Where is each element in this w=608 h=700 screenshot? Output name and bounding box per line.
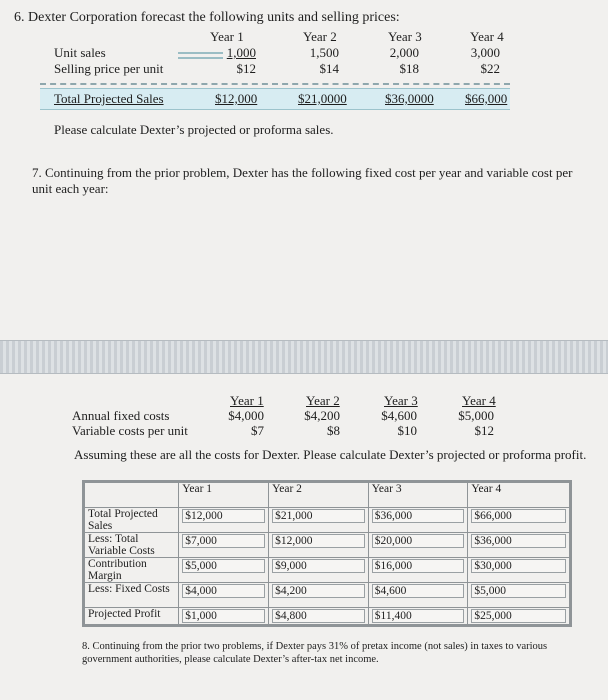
selling-price-label: Selling price per unit <box>54 61 164 76</box>
total-y2: $21,0000 <box>298 91 347 106</box>
unit-sales-y4: 3,000 <box>470 45 500 60</box>
table-cell[interactable]: $4,200 <box>272 584 365 598</box>
table-cell[interactable]: $20,000 <box>372 534 465 548</box>
table-row <box>84 558 571 583</box>
row-label: Less: Total Variable Costs <box>84 533 179 558</box>
teal-line <box>178 52 223 54</box>
q8-text: 8. Continuing from the prior two problems, if Dexter pays 31% of pretax income (not sales) in taxes to various government authorities, please calculate Dexter’s after-tax net income. <box>82 641 548 665</box>
q6-instruction: Please calculate Dexter’s projected or proforma sales. <box>54 122 334 137</box>
striped-separator <box>0 340 608 374</box>
q7-instruction: Assuming these are all the costs for Dexter. Please calculate Dexter’s projected or proforma profit. <box>74 447 587 462</box>
variable-y3: $10 <box>397 423 417 438</box>
q7-title: 7. Continuing from the prior problem, Dexter has the following fixed cost per year and variable cost per unit each year: <box>32 165 573 196</box>
fixed-y3: $4,600 <box>381 408 417 423</box>
table-year-header: Year 3 <box>368 482 468 508</box>
table-cell[interactable]: $1,000 <box>182 609 265 623</box>
total-y4: $66,000 <box>465 91 508 106</box>
total-y3: $36,0000 <box>385 91 434 106</box>
table-cell[interactable]: $66,000 <box>471 509 566 523</box>
table-cell[interactable]: $36,000 <box>372 509 465 523</box>
table-year-header: Year 4 <box>468 482 571 508</box>
unit-sales-label: Unit sales <box>54 45 106 60</box>
q6-title: 6. Dexter Corporation forecast the following units and selling prices: <box>14 10 400 25</box>
table-year-header: Year 1 <box>179 482 269 508</box>
profit-table <box>82 480 572 627</box>
dashed-divider <box>40 83 510 85</box>
q7-year1-header: Year 1 <box>230 393 264 408</box>
table-cell[interactable]: $21,000 <box>272 509 365 523</box>
table-cell[interactable]: $11,400 <box>372 609 465 623</box>
table-cell[interactable]: $30,000 <box>471 559 566 573</box>
table-cell[interactable]: $36,000 <box>471 534 566 548</box>
variable-y1: $7 <box>251 423 264 438</box>
table-cell[interactable]: $4,000 <box>182 584 265 598</box>
row-label: Contribution Margin <box>84 558 179 583</box>
variable-costs-label: Variable costs per unit <box>72 423 188 438</box>
q6-year4-header: Year 4 <box>470 29 504 44</box>
unit-sales-y1: 1,000 <box>226 45 256 60</box>
table-cell[interactable]: $4,600 <box>372 584 465 598</box>
q6-year2-header: Year 2 <box>303 29 337 44</box>
table-cell[interactable]: $5,000 <box>182 559 265 573</box>
unit-sales-y2: 1,500 <box>309 45 339 60</box>
q7-year2-header: Year 2 <box>306 393 340 408</box>
unit-sales-y3: 2,000 <box>389 45 419 60</box>
row-label: Projected Profit <box>84 608 179 626</box>
fixed-y1: $4,000 <box>228 408 264 423</box>
price-y4: $22 <box>480 61 500 76</box>
q6-year1-header: Year 1 <box>210 29 244 44</box>
table-cell[interactable]: $7,000 <box>182 534 265 548</box>
table-cell[interactable]: $9,000 <box>272 559 365 573</box>
fixed-y4: $5,000 <box>458 408 494 423</box>
table-year-header: Year 2 <box>269 482 369 508</box>
table-row <box>84 583 571 608</box>
price-y2: $14 <box>319 61 339 76</box>
q6-year3-header: Year 3 <box>388 29 422 44</box>
q7-year3-header: Year 3 <box>384 393 418 408</box>
table-row <box>84 533 571 558</box>
teal-line <box>178 57 223 59</box>
variable-y4: $12 <box>474 423 494 438</box>
price-y1: $12 <box>236 61 256 76</box>
table-header-row <box>84 482 571 508</box>
table-cell[interactable]: $12,000 <box>272 534 365 548</box>
row-label: Total Projected Sales <box>84 508 179 533</box>
total-sales-label: Total Projected Sales <box>54 91 164 106</box>
table-cell[interactable]: $16,000 <box>372 559 465 573</box>
fixed-y2: $4,200 <box>304 408 340 423</box>
fixed-costs-label: Annual fixed costs <box>72 408 170 423</box>
table-cell[interactable]: $25,000 <box>471 609 566 623</box>
price-y3: $18 <box>399 61 419 76</box>
table-cell[interactable]: $4,800 <box>272 609 365 623</box>
table-row <box>84 508 571 533</box>
total-y1: $12,000 <box>215 91 258 106</box>
row-label: Less: Fixed Costs <box>84 583 179 608</box>
table-cell[interactable]: $5,000 <box>471 584 566 598</box>
variable-y2: $8 <box>327 423 340 438</box>
table-cell[interactable]: $12,000 <box>182 509 265 523</box>
header-blank-cell <box>84 482 179 508</box>
q7-year4-header: Year 4 <box>462 393 496 408</box>
table-row <box>84 608 571 626</box>
